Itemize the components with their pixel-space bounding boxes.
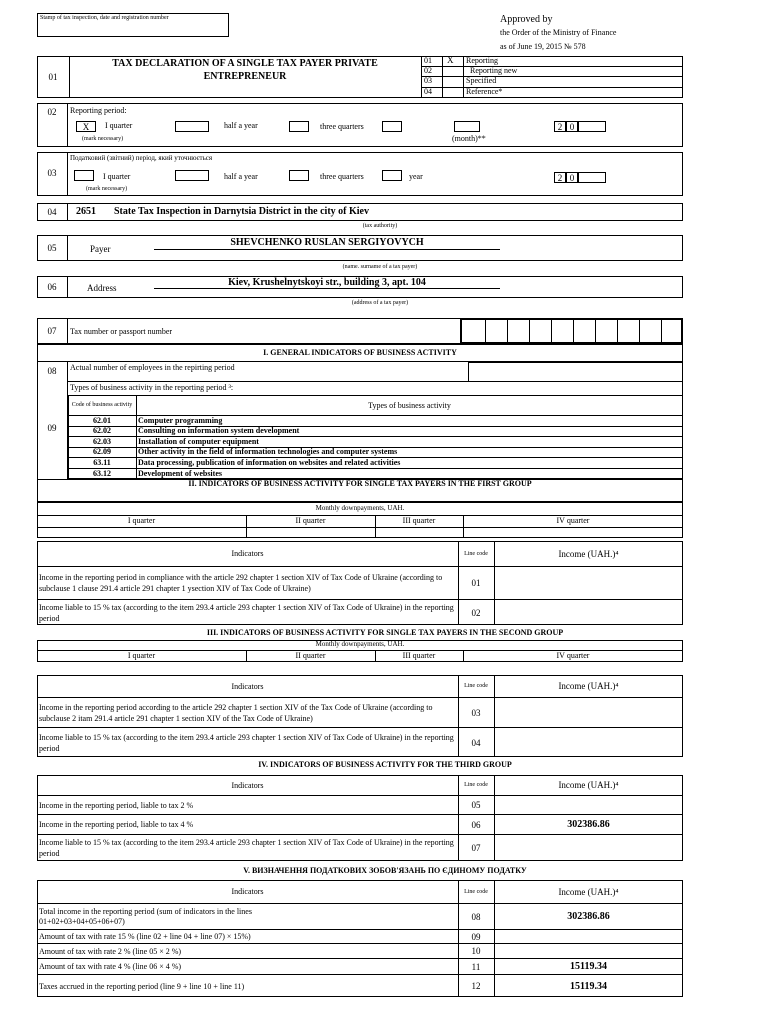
- spec-half-checkbox[interactable]: [175, 170, 209, 181]
- section2-ind-header: Indicators: [231, 549, 264, 558]
- section4-ind-header: Indicators: [231, 780, 264, 790]
- section5-title: V. ВИЗНАЧЕННЯ ПОДАТКОВИХ ЗОБОВ'ЯЗАНЬ ПО ЄДИНОМУ ПОДАТКУ: [243, 866, 527, 875]
- authority-note: (tax authority): [362, 223, 398, 229]
- address-value: Kiev, Krushelnytskoyi str., building 3, apt. 104: [228, 277, 426, 288]
- type-label-specified: Specified: [466, 76, 497, 85]
- activity-name: Other activity in the field of information technologies and computer systems: [138, 447, 398, 457]
- section3-row1-code: 03: [471, 707, 481, 718]
- spec-year-digit-2[interactable]: 0: [566, 172, 578, 183]
- spec-three-label: three quarters: [320, 172, 364, 181]
- activity-code: 62.01: [93, 415, 111, 425]
- type-code-02: 02: [424, 66, 432, 75]
- section5-row3-code: 10: [471, 946, 481, 956]
- section3-row2-text: Income liable to 15 % tax (according to the item 293.4 article 293 chapter 1 section XIV of Tax Code of Ukraine) in the reporting period: [39, 732, 454, 753]
- section3-q4: IV quarter: [556, 651, 590, 660]
- spec-year-label: year: [409, 172, 423, 181]
- section3-row2-value[interactable]: [494, 728, 683, 757]
- period-year-digit-1[interactable]: 2: [554, 121, 566, 132]
- section3-q1: I quarter: [127, 651, 156, 660]
- activity-code-header: Code of business activity: [71, 402, 133, 408]
- section5-row1-code: 08: [471, 911, 481, 922]
- section3-code-header: Line code: [464, 683, 488, 689]
- payer-name: SHEVCHENKO RUSLAN SERGIYOVYCH: [230, 237, 424, 248]
- address-num: 06: [47, 282, 57, 292]
- activity-type-header: Types of business activity: [368, 401, 451, 410]
- section2-row2-code: 02: [471, 607, 481, 618]
- section5-row3-value[interactable]: [494, 944, 683, 958]
- section5-row4-text: Amount of tax with rate 4 % (line 06 × 4 %): [39, 962, 182, 971]
- spec-q1-checkbox[interactable]: [74, 170, 94, 181]
- period-three-label: three quarters: [320, 122, 364, 131]
- section5-row2-value[interactable]: [494, 930, 683, 943]
- employees-field[interactable]: [468, 362, 683, 382]
- section3-row2-code: 04: [471, 737, 481, 748]
- section4-code-header: Line code: [464, 782, 488, 788]
- section2-row1-value[interactable]: [494, 567, 683, 599]
- stamp-box: [37, 13, 229, 37]
- section2-code-header: Line code: [464, 550, 488, 557]
- section4-row3-value[interactable]: [494, 835, 683, 861]
- type-code-01: 01: [424, 56, 432, 65]
- taxnum-label: Tax number or passport number: [70, 327, 173, 336]
- section2-row1-text: Income in the reporting period in compliance with the article 292 chapter 1 section XIV of Tax Code of Ukraine (according to subclause 1 clause 291.4 article 291 chapter 1 ysection XIV of Tax Code of Ukraine): [39, 573, 443, 593]
- section3-q2: II quarter: [295, 651, 326, 660]
- taxnum-field[interactable]: [460, 318, 683, 344]
- section3-income-header: Income (UAH.)⁴: [558, 681, 619, 691]
- section3-monthly-label: Monthly downpayments, UAH.: [315, 640, 405, 648]
- type-code-04: 04: [424, 87, 432, 96]
- period-year-digit-3[interactable]: [578, 121, 606, 132]
- section1-title: I. GENERAL INDICATORS OF BUSINESS ACTIVITY: [263, 348, 457, 357]
- employees-num: 08: [47, 366, 57, 376]
- section2-row1-code: 01: [471, 578, 481, 588]
- period-month-field[interactable]: [454, 121, 480, 132]
- section3-title: III. INDICATORS OF BUSINESS ACTIVITY FOR SINGLE TAX PAYERS IN THE SECOND GROUP: [206, 628, 564, 637]
- activity-code: 62.02: [93, 426, 111, 436]
- activity-label: Types of business activity in the reporting period ³:: [70, 383, 234, 392]
- section2-q2: II quarter: [295, 516, 326, 525]
- section2-q3: III quarter: [402, 516, 436, 525]
- section4-row1-code: 05: [471, 800, 481, 810]
- period-mark-note: (mark necessary): [82, 136, 124, 142]
- spec-period-label: Податковий (звітний) період, який уточнюється: [70, 154, 213, 162]
- payer-num: 05: [47, 243, 57, 253]
- activity-code: 63.12: [93, 468, 111, 478]
- approved-line2: the Order of the Ministry of Finance: [500, 28, 617, 37]
- declaration-title: TAX DECLARATION OF A SINGLE TAX PAYER PRIVATE ENTREPRENEUR: [112, 58, 378, 82]
- section4-row3-code: 07: [471, 843, 481, 853]
- section4-row1-value[interactable]: [494, 796, 683, 814]
- activity-name: Development of websites: [138, 468, 222, 478]
- activity-code: 63.11: [93, 457, 111, 467]
- spec-q1-label: I quarter: [103, 172, 131, 181]
- section5-row5-text: Taxes accrued in the reporting period (line 9 + line 10 + line 11): [39, 981, 245, 991]
- authority-name: State Tax Inspection in Darnytsia District in the city of Kiev: [114, 206, 369, 217]
- section5-row2-text: Amount of tax with rate 15 % (line 02 + line 04 + line 07) × 15%): [39, 932, 251, 941]
- section2-q1: I quarter: [127, 516, 156, 525]
- authority-num: 04: [47, 207, 57, 217]
- section4-title: IV. INDICATORS OF BUSINESS ACTIVITY FOR THE THIRD GROUP: [258, 760, 512, 769]
- period-half-label: half a year: [224, 121, 258, 130]
- section4-row2-text: Income in the reporting period, liable to tax 4 %: [39, 820, 194, 829]
- section5-row5-code: 12: [471, 981, 481, 991]
- section5-ind-header: Indicators: [231, 887, 264, 896]
- section2-monthly-label: Monthly downpayments, UAH.: [315, 504, 405, 512]
- activity-code: 62.03: [93, 436, 111, 446]
- period-year-checkbox[interactable]: [382, 121, 402, 132]
- spec-year-checkbox[interactable]: [382, 170, 402, 181]
- type-label-reporting: Reporting: [466, 56, 498, 65]
- section2-q4: IV quarter: [556, 516, 590, 525]
- period-label: Reporting period:: [70, 106, 127, 115]
- period-half-checkbox[interactable]: [175, 121, 209, 132]
- section5-income-header: Income (UAH.)⁴: [558, 886, 619, 897]
- activity-num: 09: [47, 423, 57, 433]
- section2-row2-text: Income liable to 15 % tax (according to the item 293.4 article 293 chapter 1 section XIV of Tax Code of Ukraine) in the reporting period: [39, 602, 454, 623]
- approved-line3: as of June 19, 2015 № 578: [500, 42, 586, 51]
- section4-row2-code: 06: [471, 819, 481, 830]
- spec-year-digit-3[interactable]: [578, 172, 606, 183]
- activity-name: Consulting on information system development: [138, 426, 300, 436]
- section5-row5-value[interactable]: 15119.34: [570, 980, 607, 992]
- activity-code: 62.09: [93, 447, 111, 457]
- taxnum-num: 07: [47, 326, 57, 336]
- section5-row3-text: Amount of tax with rate 2 % (line 05 × 2 %): [39, 946, 182, 956]
- period-three-checkbox[interactable]: [289, 121, 309, 132]
- activity-name: Installation of computer equipment: [138, 436, 259, 446]
- section3-row1-text: Income in the reporting period according to the article 292 chapter 1 section XIV of the Tax Code of Ukraine (according to subclause 2 itam 291.4 article 291 chapter 1 section XIV of the Tax Code of Ukraine): [39, 702, 433, 723]
- spec-three-checkbox[interactable]: [289, 170, 309, 181]
- period-q1-label: I quarter: [105, 121, 133, 130]
- period-month-note: (month)**: [452, 134, 486, 143]
- section2-income-header: Income (UAH.)⁴: [558, 548, 619, 559]
- spec-year-digit-1[interactable]: 2: [554, 172, 566, 183]
- section4-income-header: Income (UAH.)⁴: [558, 780, 619, 790]
- section2-row2-value[interactable]: [494, 600, 683, 625]
- section4-row1-text: Income in the reporting period, liable to tax 2 %: [39, 800, 194, 810]
- section3-q3: III quarter: [402, 651, 436, 660]
- payer-label: Payer: [90, 244, 111, 254]
- period-num: 02: [47, 107, 57, 117]
- spec-period-num: 03: [47, 168, 57, 178]
- section3-ind-header: Indicators: [231, 681, 264, 691]
- section4-row2-value[interactable]: 302386.86: [567, 819, 610, 830]
- spec-half-label: half a year: [224, 172, 258, 181]
- section5-row4-value[interactable]: 15119.34: [570, 961, 607, 972]
- employees-label: Actual number of employees in the repirting period: [70, 363, 235, 372]
- section5-row4-code: 11: [471, 961, 481, 972]
- section5-row2-code: 09: [471, 931, 481, 942]
- type-label-reporting-new: Reporting new: [470, 66, 518, 75]
- section5-code-header: Line code: [464, 888, 488, 895]
- address-label: Address: [87, 283, 117, 293]
- type-mark-01[interactable]: X: [447, 55, 454, 65]
- activity-name: Computer programming: [138, 415, 223, 425]
- payer-note: (name. surname of a tax payer): [342, 264, 418, 270]
- approved-line1: Approved by: [500, 14, 553, 25]
- stamp-label: Stamp of tax inspection, date and registration number: [40, 15, 169, 21]
- authority-code: 2651: [76, 206, 96, 217]
- section5-row1-value[interactable]: 302386.86: [567, 911, 610, 922]
- period-year-digit-2[interactable]: 0: [566, 121, 578, 132]
- activity-name: Data processing, publication of information on websites and related activities: [138, 457, 401, 467]
- title-num: 01: [48, 72, 58, 82]
- type-label-reference: Reference*: [466, 87, 503, 96]
- section4-row3-text: Income liable to 15 % tax (according to the item 293.4 article 293 chapter 1 section XIV of Tax Code of Ukraine) in the reporting period: [39, 838, 454, 858]
- section5-row1-text: Total income in the reporting period (sum of indicators in the lines 01+02+03+04+05+06+07): [39, 906, 252, 926]
- period-q1-checkbox[interactable]: X: [76, 121, 96, 132]
- section3-row1-value[interactable]: [494, 698, 683, 727]
- spec-mark-note: (mark necessary): [86, 186, 128, 192]
- address-note: (address of a tax payer): [351, 300, 409, 306]
- type-code-03: 03: [424, 76, 432, 85]
- section2-title: II. INDICATORS OF BUSINESS ACTIVITY FOR SINGLE TAX PAYERS IN THE FIRST GROUP: [188, 479, 532, 488]
